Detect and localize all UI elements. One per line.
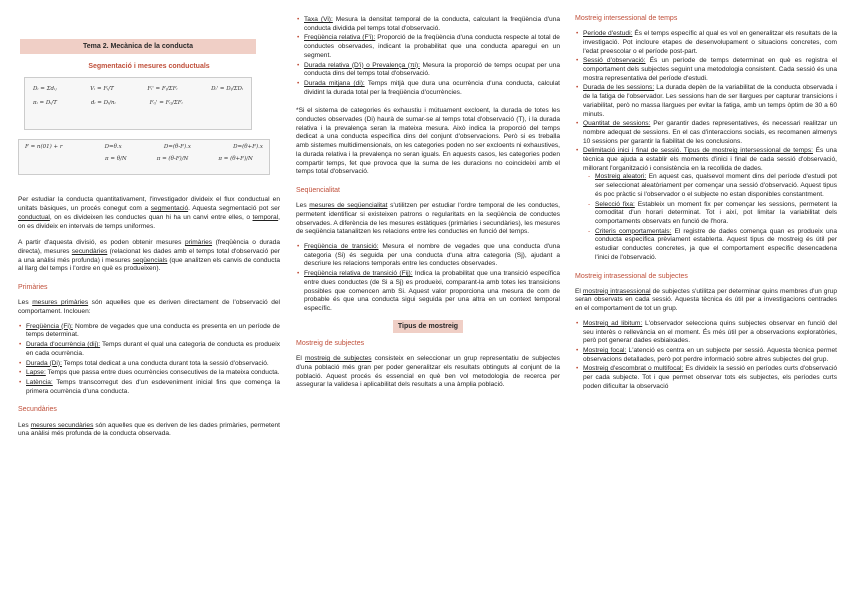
formula: F = n(01) + r bbox=[25, 144, 63, 151]
text: Es divideix la sessió en períodes curts d'observació per cada subjecte. Tot i que permet observar tots els subjectes, els períodes curts poden dificultar la observació bbox=[583, 365, 837, 390]
paragraph-measures bbox=[18, 239, 280, 274]
term: Latència: bbox=[26, 378, 53, 386]
formula: Dᵢ = Σdᵢⱼ bbox=[33, 86, 57, 93]
list-item bbox=[587, 201, 837, 227]
pill-wrapper bbox=[296, 320, 560, 333]
list-item bbox=[575, 347, 837, 364]
text: El bbox=[575, 287, 583, 295]
text: A partir d'aquesta divisió, es poden obtenir mesures bbox=[18, 239, 185, 247]
text: Temps durant el qual una categoria de conducta es produeix en cada ocurrència. bbox=[26, 341, 280, 357]
section-heading-mostreig-subjectes: Mostreig de subjectes bbox=[296, 339, 365, 347]
column-3 bbox=[575, 14, 837, 397]
term: Durada d'ocurrència (dij): bbox=[26, 341, 101, 349]
text: La durada depèn de la variabilitat de la conducta observada i de la fatiga de l'observador. Les sessions han de ser llargues per capturar transicions i variabilitat, però no massa llargues per evitar la fatiga, amb un temps òptim de 30 a 60 minuts. bbox=[583, 84, 837, 118]
text: És una tècnica que ajuda a establir els moments d'inici i final de cada sessió d'observació, millorant l'organització i consistència en la recollida de dades. bbox=[583, 147, 837, 172]
formula: π = (θ-F)/N bbox=[156, 155, 189, 162]
text: Mesura el nombre de vegades que una conducta d'una categoria (Si) és seguida per una conducta d'una altra categoria (Sj), ajudant a descriure les relacions temporals entre les conductes observades. bbox=[304, 243, 560, 268]
paragraph-primaries bbox=[18, 299, 280, 316]
list-item bbox=[575, 365, 837, 391]
text: L'observador selecciona quins subjectes observar en funció del seu interès o rellevància en el moment. És més útil per a observacions exploratòries, però pot generar dades esbiaixades. bbox=[583, 319, 837, 345]
section-heading-secundaries: Secundàries bbox=[18, 406, 57, 414]
term: mesures primàries bbox=[32, 299, 89, 307]
text: Les bbox=[18, 421, 31, 429]
text: El registre de dades comença quan es produeix una conducta específica prèviament establerta. Aquest tipus de mostreig és útil per estudiar conductes concretes, ja que el comportament específic desencadena l'inici de l'observació. bbox=[595, 227, 837, 261]
list-secundaries bbox=[296, 16, 560, 97]
formula-row bbox=[25, 156, 263, 163]
text: Proporció de la freqüència d'una conducta respecte al total de conductes observades, indicant la probabilitat que una conducta aparegui en un segment. bbox=[304, 34, 560, 59]
term: mostreig de subjectes bbox=[304, 355, 372, 363]
term: Freqüència relativa (F'i): bbox=[304, 34, 376, 42]
list-item bbox=[296, 243, 560, 269]
list-item bbox=[587, 228, 837, 263]
section-heading-intrasessional: Mostreig intrasessional de subjectes bbox=[575, 272, 688, 280]
text: En aquest cas, qualsevol moment dins del període d'estudi pot ser seleccionat aleatòriament per començar una sessió d'observació. Aquest tipus és poc pràctic si l'observador o el subjecte no estan disponibles constantment. bbox=[595, 173, 837, 198]
term: Període d'estudi: bbox=[583, 30, 633, 38]
term: Durada (Di): bbox=[26, 359, 62, 367]
term: Mostreig ad libitum: bbox=[583, 319, 643, 327]
formula-box-secondary bbox=[18, 139, 270, 175]
formula: πᵢ = Dᵢ/T bbox=[33, 99, 57, 106]
text: són aquelles que es deriven de les dades primàries, permetent una anàlisi més profunda de la conducta observada. bbox=[18, 421, 281, 438]
text: Per estudiar la conducta quantitativament, l'investigador divideix el flux conductual en unitats bàsiques, un procés conegut com a bbox=[18, 196, 280, 213]
section-heading-sequencialitat: Seqüencialitat bbox=[296, 186, 340, 194]
text: són aquelles que es deriven directament de l'observació del comportament. Inclouen: bbox=[18, 299, 281, 316]
text: , on es divideixen les conductes quan hi ha un canvi entre elles, o bbox=[49, 213, 253, 221]
text: Mesura la proporció de temps ocupat per una conducta dins del temps total d'observació. bbox=[304, 61, 561, 78]
column-1 bbox=[18, 0, 280, 445]
list-item bbox=[18, 323, 280, 340]
term: Mostreig d'escombrat o multifocal: bbox=[583, 365, 684, 373]
paragraph-mostreig-subjectes bbox=[296, 355, 560, 390]
term: Durada mitjana (di): bbox=[304, 79, 365, 87]
list-item bbox=[575, 30, 837, 56]
formula: Fᵢ' = Fᵢ/ΣFᵢ bbox=[147, 86, 178, 93]
text: Temps total dedicat a una conducta durant tota la sessió d'observació. bbox=[61, 359, 269, 367]
list-primaries bbox=[18, 323, 280, 397]
paragraph-note: *Si el sistema de categories és exhaustiu i mútuament excloent, la durada de totes les conductes observades (Di) haurà de sumar-se al temps total d'observació (T), i la durada relativa i la prevalença seran la mateixa mesura. Això indica la proporció del temps dedicat a una conducta específica dins del conjunt d'observacions. Però si es treballa amb sistemes multidimensionals, on les categories poden no ser excloents ni exhaustives, la durada relativa i la prevalença no seran iguals. En aquests casos, les categories poden compartir temps, fet que provoca que la suma de les duracions no coincideixi amb el temps total d'observació. bbox=[296, 107, 560, 176]
formula: D=θ.x bbox=[104, 144, 122, 151]
term: Delimitació inici i final de sessió. Tipus de mostreig intersessional de temps: bbox=[583, 147, 813, 155]
list-item bbox=[575, 320, 837, 346]
section-title-segmentacio: Segmentació i mesures conductuals bbox=[88, 63, 210, 71]
formula: π = (θ+F)/N bbox=[218, 155, 253, 162]
term: Freqüència (Fi): bbox=[26, 322, 73, 330]
formula: D=(θ+F).x bbox=[233, 144, 263, 151]
text: Les bbox=[296, 202, 310, 210]
section-heading-primaries: Primàries bbox=[18, 284, 48, 292]
text: Mesura la densitat temporal de la conducta, calculant la freqüència d'una conducta dividida pel temps total d'observació. bbox=[304, 16, 560, 32]
term: Freqüència de transició: bbox=[304, 243, 379, 250]
term: segmentació bbox=[150, 205, 189, 213]
list-item bbox=[18, 369, 280, 378]
list-sequencialitat bbox=[296, 243, 560, 314]
column-2 bbox=[296, 16, 560, 396]
list-item bbox=[18, 341, 280, 358]
list-item bbox=[296, 80, 560, 97]
text: Temps transcorregut des d'un esdeveniment inicial fins que comença la primera ocurrència d'una conducta. bbox=[26, 378, 280, 395]
list-item bbox=[575, 84, 837, 119]
text: Les bbox=[18, 299, 33, 307]
sublist-intersessional bbox=[587, 173, 837, 262]
list-item bbox=[587, 173, 837, 199]
text: Per garantir dades representatives, és necessari realitzar un nombre adequat de sessions. En el cas d'interaccions socials, es recomanen almenys 10 sessions per garantir la fiabilitat de les conclusions. bbox=[583, 120, 837, 145]
list-item bbox=[296, 270, 560, 314]
text: Indica la probabilitat que una transició específica entre dues conductes (de Si a Sj) es produeixi, comparant-la amb totes les transicions possibles que comencen amb Si. Aquest valor proporciona una mesura de com de probable és que una conducta sigui seguida per una altra en un context temporal específic. bbox=[304, 270, 561, 312]
text: Temps mitjà que dura una ocurrència d'una conducta, calculat dividint la durada total per la freqüència d'ocurrències. bbox=[304, 79, 561, 96]
text: L'atenció es centra en un subjecte per sessió. Aquesta tècnica permet observacions detallades, però pot perdre informació sobre altres subjectes del grup. bbox=[583, 346, 837, 363]
term: Lapse: bbox=[26, 369, 46, 377]
formula-box-primary bbox=[24, 77, 252, 130]
text: (que analitzen els canvis de conducta al llarg del temps i l'ordre en què es produeixen). bbox=[18, 256, 280, 273]
list-item bbox=[18, 379, 280, 396]
text: És un període de temps determinat en què es registra el comportament dels subjectes seguint una metodologia consistent. Cada sessió és una mostra representativa del període d'estudi. bbox=[583, 57, 837, 82]
paragraph-intrasessional bbox=[575, 288, 837, 314]
list-item bbox=[296, 34, 560, 60]
document-title: Tema 2. Mecànica de la conducta bbox=[20, 39, 256, 54]
paragraph-segmentation bbox=[18, 196, 280, 231]
list-item bbox=[296, 62, 560, 79]
section-heading-intersessional: Mostreig intersessional de temps bbox=[575, 15, 678, 22]
text: És el temps específic al qual es vol en generalitzar els resultats de la investigació. Pot incloure etapes de desenvolupament o situacions concretes, com l'edat preescolar o el període post-part. bbox=[583, 30, 838, 55]
text: , on es divideix en intervals de temps uniformes. bbox=[18, 213, 280, 230]
formula-row bbox=[33, 100, 243, 107]
text: El bbox=[296, 355, 305, 363]
text: . Aquesta segmentació pot ser bbox=[188, 205, 280, 213]
formula: D=(θ-F).x bbox=[163, 144, 191, 151]
list-item bbox=[575, 57, 837, 83]
formula-row bbox=[25, 144, 263, 151]
list-item bbox=[575, 147, 837, 262]
text: consisteix en seleccionar un grup representatiu de subjectes d'una població més gran per poder generalitzar els resultats obtinguts al conjunt de la població. Aquest procés és essencial en què ben vol metodologia de recerca per assegurar la validesa i aplicabilitat dels resultats a una àmplia població. bbox=[296, 355, 560, 389]
term: Quantitat de sessions: bbox=[583, 120, 651, 128]
term: Selecció fixa: bbox=[595, 200, 635, 208]
term: Mostreig focal: bbox=[583, 346, 627, 354]
formula-row bbox=[33, 86, 243, 93]
term: Mostreig aleatori: bbox=[595, 173, 647, 181]
term: Freqüència relativa de transició (Fij): bbox=[304, 270, 413, 278]
text: Estableix un moment fix per començar les sessions, permetent la comoditat d'un horari determinat. Tot i així, pot limitar la variabilitat dels comportaments observats en funció de l'hora. bbox=[595, 200, 837, 225]
term: seqüencials bbox=[132, 256, 168, 264]
term: mesures secundàries bbox=[30, 421, 94, 429]
formula: Fᵢⱼ' = Fᵢⱼ/ΣFᵢ bbox=[149, 99, 183, 106]
formula: Dᵢ' = Dᵢ/ΣDᵢ bbox=[211, 86, 243, 93]
formula: Vᵢ = Fᵢ/T bbox=[90, 86, 114, 93]
formula: π = θ/N bbox=[105, 155, 127, 162]
text: (relacionat les dades amb el temps total d'observació per a una anàlisi més profunda) i mesures bbox=[18, 247, 280, 264]
term: Taxa (Vi): bbox=[304, 16, 333, 23]
section-pill-tipus-mostreig: Tipus de mostreig bbox=[393, 320, 463, 333]
term: mesures de seqüencialitat bbox=[309, 202, 388, 210]
term: temporal bbox=[252, 213, 279, 221]
text: de subjectes s'utilitza per determinar quins membres d'un grup seran observats en cada sessió. Aquesta tècnica és útil per a investigacions centrades en el comportament de tot un grup. bbox=[575, 287, 838, 313]
text: s'utilitzen per estudiar l'ordre temporal de les conductes, permetent identificar si existeixen patrons o regularitats en la seqüència de conductes observades. A diferència de les mesures estàtiques (primàries i secundàries), les mesures de seqüència tatanalitzen les relacions entre les conductes en funció del temps. bbox=[296, 202, 560, 236]
term: Sessió d'observació: bbox=[583, 57, 646, 65]
list-item bbox=[575, 120, 837, 146]
list-item bbox=[296, 16, 560, 33]
text: (freqüència o durada directa), mesures bbox=[18, 239, 280, 255]
term: mostreig intrasessional bbox=[582, 287, 651, 295]
paragraph-sequencialitat bbox=[296, 202, 560, 237]
term: primàries bbox=[184, 239, 213, 247]
list-item bbox=[18, 360, 280, 369]
term: Durada de les sessions: bbox=[583, 84, 655, 92]
list-intersessional bbox=[575, 30, 837, 262]
text: Temps que passa entre dues ocurrències consecutives de la mateixa conducta. bbox=[45, 369, 280, 377]
formula: dᵢ = Dᵢ/nᵢ bbox=[90, 99, 116, 106]
term: secundàries bbox=[71, 247, 108, 255]
term: conductual bbox=[18, 213, 50, 221]
term: Criteris comportamentals: bbox=[595, 227, 672, 235]
term: Durada relativa (D'i) o Prevalença (πi): bbox=[304, 61, 421, 69]
paragraph-secundaries bbox=[18, 422, 280, 439]
text: Nombre de vegades que una conducta es presenta en un període de temps determinat. bbox=[26, 322, 280, 339]
list-intrasessional bbox=[575, 320, 837, 392]
